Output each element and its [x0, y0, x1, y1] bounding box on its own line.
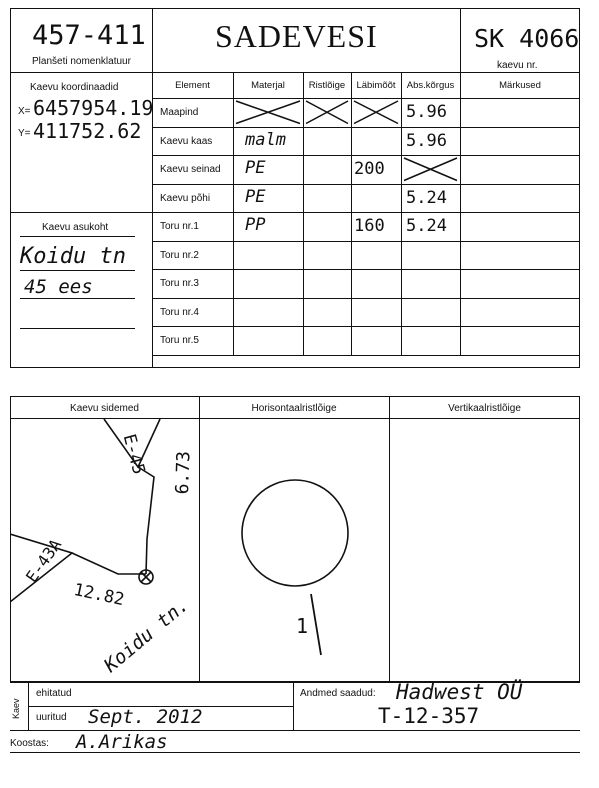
data-source-value: Hadwest OÜ [396, 680, 523, 704]
page-title: SADEVESI [215, 18, 378, 54]
street-label: Koidu tn. [100, 593, 194, 677]
x-coordinate-value: 6457954.19 [33, 96, 154, 120]
header-bottom-line [10, 72, 580, 73]
horizontal-section-sketch [199, 419, 389, 681]
header-diameter: Läbimõõt [356, 80, 396, 91]
location-label: Kaevu asukoht [42, 222, 109, 233]
table-row-line [152, 184, 580, 185]
material-value: PE [245, 158, 266, 178]
vertical-section-label: Vertikaalristlõige [448, 403, 521, 414]
table-row-line [152, 269, 580, 270]
pipe-number-label: 1 [296, 614, 309, 638]
location-line3-underline [20, 328, 135, 329]
table-row-line [152, 127, 580, 128]
compiled-value: A.Arikas [76, 731, 168, 753]
branch-top-label: E-45 [118, 432, 149, 477]
horizontal-section-label: Horisontaalristlõige [251, 403, 337, 414]
well-number-value: SK 4066 [474, 24, 580, 53]
abs-height-value: 5.96 [406, 102, 447, 122]
distance-top-label: 6.73 [172, 450, 195, 495]
cross-out-mark [303, 98, 351, 127]
kaev-side-label: Kaev [11, 698, 21, 719]
x-prefix: X= [18, 106, 31, 117]
nomenclature-value: 457-411 [32, 20, 146, 51]
abs-height-value: 5.24 [406, 216, 447, 236]
built-label: ehitatud [36, 688, 72, 699]
y-prefix: Y= [18, 128, 31, 139]
nomenclature-label: Planšeti nomenklatuur [32, 56, 131, 67]
table-row-line [152, 355, 580, 356]
pipe-line [311, 594, 321, 655]
surveyed-label: uuritud [36, 712, 67, 723]
table-row-label: Toru nr.5 [160, 335, 199, 346]
coordinates-label: Kaevu koordinaadid [30, 82, 119, 93]
well-number-divider [460, 8, 461, 73]
header-material: Materjal [251, 80, 285, 91]
table-row-label: Toru nr.2 [160, 249, 199, 261]
location-line2-underline [20, 298, 135, 299]
table-row-label: Kaevu kaas [160, 135, 213, 147]
cross-out-mark [351, 98, 401, 127]
y-coordinate-value: 411752.62 [33, 119, 142, 143]
table-row-line [152, 326, 580, 327]
table-row-line [152, 155, 580, 156]
header-abs-height: Abs.kõrgus [406, 80, 455, 91]
compiled-label: Koostas: [10, 738, 49, 749]
header-cross-section: Ristlõige [308, 80, 346, 91]
cross-out-mark [401, 155, 460, 184]
data-source-ref: T-12-357 [378, 704, 480, 728]
surveyed-value: Sept. 2012 [88, 706, 203, 728]
table-column-line [401, 72, 402, 355]
diagram-divider-2 [389, 396, 390, 682]
branch-left-label: E-43A [22, 535, 66, 586]
left-section-divider [10, 212, 152, 213]
table-row-label: Toru nr.3 [160, 278, 199, 289]
manhole-circle [242, 480, 348, 586]
left-connection-line [72, 553, 146, 574]
location-line1-underline [20, 270, 135, 271]
table-row-label: Maapind [160, 107, 199, 118]
header-notes: Märkused [499, 80, 541, 91]
cross-out-mark [233, 98, 303, 127]
table-column-line [460, 72, 461, 355]
data-source-label: Andmed saadud: [300, 688, 376, 699]
location-line2: 45 ees [24, 276, 93, 298]
table-row-label: Toru nr.1 [160, 221, 199, 232]
table-row-line [152, 298, 580, 299]
table-row-line [152, 212, 580, 213]
location-line1: Koidu tn [20, 244, 126, 269]
table-row-label: Kaevu põhi [160, 192, 211, 204]
connections-label: Kaevu sidemed [70, 403, 139, 414]
material-value: PP [245, 215, 266, 235]
top-connection-line [138, 467, 154, 574]
diameter-value: 160 [354, 216, 385, 236]
left-column-divider [152, 8, 153, 368]
well-number-label: kaevu nr. [497, 60, 538, 71]
distance-left-label: 12.82 [71, 580, 127, 611]
header-element: Element [175, 80, 210, 91]
table-row-label: Kaevu seinad [160, 164, 221, 175]
abs-height-value: 5.24 [406, 187, 447, 208]
footer-side-divider [28, 682, 29, 730]
abs-height-value: 5.96 [406, 130, 447, 151]
footer-middle-divider [293, 682, 294, 730]
location-label-underline [20, 236, 135, 237]
table-row-line [152, 241, 580, 242]
material-value: PE [245, 186, 266, 207]
table-row-label: Toru nr.4 [160, 306, 199, 318]
diameter-value: 200 [354, 159, 385, 179]
material-value: malm [245, 129, 286, 150]
